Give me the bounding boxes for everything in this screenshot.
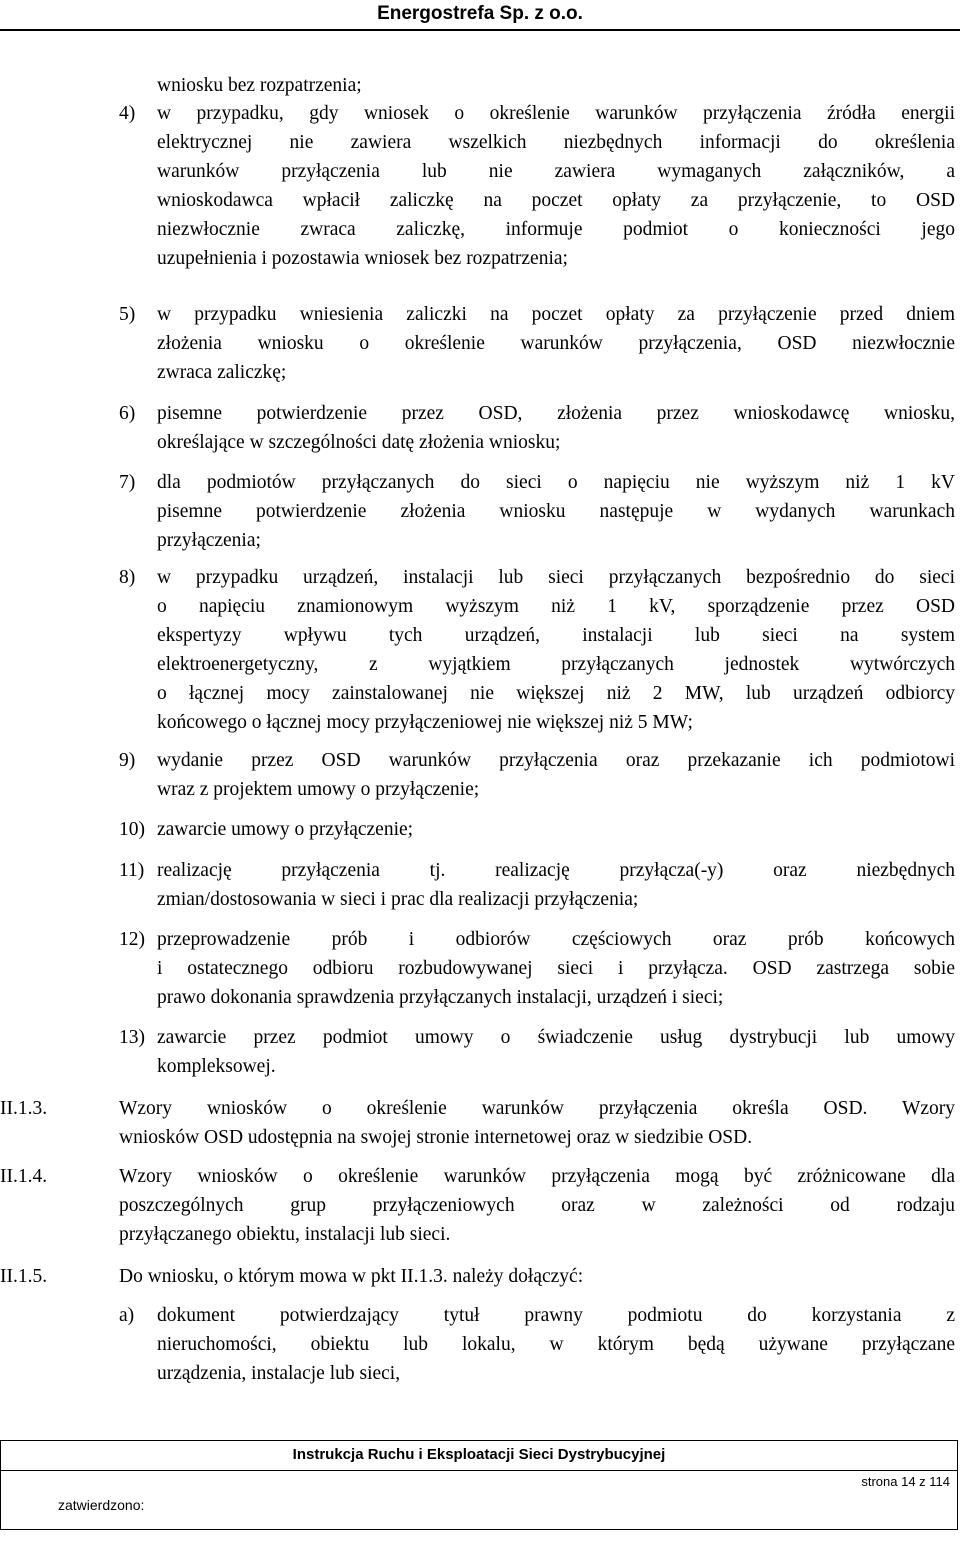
list-item-line: kompleksowej. [157, 1056, 276, 1077]
sub-item-line: dokument potwierdzający tytuł prawny podmiotu do korzystania z [157, 1305, 955, 1326]
section-line: Do wniosku, o którym mowa w pkt II.1.3. należy dołączyć: [119, 1266, 584, 1287]
list-item-line: dla podmiotów przyłączanych do sieci o napięciu nie wyższym niż 1 kV [157, 472, 955, 493]
list-item-line: zawarcie przez podmiot umowy o świadczenie usług dystrybucji lub umowy [157, 1027, 955, 1048]
list-item-line: w przypadku urządzeń, instalacji lub sieci przyłączanych bezpośrednio do sieci [157, 567, 955, 588]
section-line: przyłączanego obiektu, instalacji lub sieci. [119, 1224, 451, 1245]
list-item-line: niezwłocznie zwraca zaliczkę, informuje podmiot o konieczności jego [157, 219, 955, 240]
list-item-line: złożenia wniosku o określenie warunków przyłączenia, OSD niezwłocznie [157, 333, 955, 354]
page-footer [0, 1440, 960, 1540]
list-item-line: wraz z projektem umowy o przyłączenie; [157, 779, 480, 800]
section-number: II.1.3. [0, 1098, 48, 1119]
list-item-line: wnioskodawca wpłacił zaliczkę na poczet opłaty za przyłączenie, to OSD [157, 190, 955, 211]
list-item-number: 5) [119, 304, 136, 325]
list-item-line: elektroenergetyczny, z wyjątkiem przyłączanych jednostek wytwórczych [157, 654, 955, 675]
list-item-line: elektrycznej nie zawiera wszelkich niezbędnych informacji do określenia [157, 132, 955, 153]
company-name: Energostrefa Sp. z o.o. [377, 3, 583, 24]
list-item-line: określające w szczególności datę złożenia wniosku; [157, 432, 561, 453]
sub-item-line: urządzenia, instalacje lub sieci, [157, 1363, 401, 1384]
list-item-line: warunków przyłączenia lub nie zawiera wymaganych załączników, a [157, 161, 955, 182]
list-item-number: 8) [119, 567, 136, 588]
list-item-number: 13) [119, 1027, 145, 1048]
sub-item-number: a) [119, 1305, 135, 1326]
header-rule [0, 29, 960, 31]
list-item-line: o łącznej mocy zainstalowanej nie większej niż 2 MW, lub urządzeń odbiorcy [157, 683, 955, 704]
list-item-number: 6) [119, 403, 136, 424]
list-item-line: pisemne potwierdzenie przez OSD, złożenia przez wnioskodawcę wniosku, [157, 403, 955, 424]
list-item-line: uzupełnienia i pozostawia wniosek bez rozpatrzenia; [157, 248, 568, 269]
page-header [0, 0, 960, 34]
list-item-line: zmian/dostosowania w sieci i prac dla realizacji przyłączenia; [157, 889, 639, 910]
footer-divider [0, 1470, 958, 1471]
list-item-number: 9) [119, 750, 136, 771]
list-item-line: zawarcie umowy o przyłączenie; [157, 819, 414, 840]
intro-line: wniosku bez rozpatrzenia; [157, 75, 362, 96]
section-line: wniosków OSD udostępnia na swojej stronie internetowej oraz w siedzibie OSD. [119, 1127, 753, 1148]
list-item-line: realizację przyłączenia tj. realizację przyłącza(-y) oraz niezbędnych [157, 860, 955, 881]
list-item-line: końcowego o łącznej mocy przyłączeniowej nie większej niż 5 MW; [157, 712, 693, 733]
list-item-line: przyłączenia; [157, 530, 261, 551]
list-item-number: 4) [119, 103, 136, 124]
list-item-line: przeprowadzenie prób i odbiorów częściowych oraz prób końcowych [157, 929, 955, 950]
list-item-number: 7) [119, 472, 136, 493]
list-item-number: 10) [119, 819, 145, 840]
list-item-line: w przypadku, gdy wniosek o określenie warunków przyłączenia źródła energii [157, 103, 955, 124]
approved-label: zatwierdzono: [58, 1497, 145, 1513]
section-line: poszczególnych grup przyłączeniowych oraz w zależności od rodzaju [119, 1195, 955, 1216]
section-number: II.1.4. [0, 1166, 48, 1187]
list-item-number: 11) [119, 860, 145, 881]
list-item-line: o napięciu znamionowym wyższym niż 1 kV, sporządzenie przez OSD [157, 596, 955, 617]
list-item-line: i ostatecznego odbioru rozbudowywanej sieci i przyłącza. OSD zastrzega sobie [157, 958, 955, 979]
list-item-line: ekspertyzy wpływu tych urządzeń, instalacji lub sieci na system [157, 625, 955, 646]
list-item-line: prawo dokonania sprawdzenia przyłączanych instalacji, urządzeń i sieci; [157, 987, 724, 1008]
list-item-line: zwraca zaliczkę; [157, 362, 287, 383]
section-number: II.1.5. [0, 1266, 48, 1287]
list-item-line: w przypadku wniesienia zaliczki na poczet opłaty za przyłączenie przed dniem [157, 304, 955, 325]
list-item-number: 12) [119, 929, 145, 950]
sub-item-line: nieruchomości, obiektu lub lokalu, w którym będą używane przyłączane [157, 1334, 955, 1355]
footer-document-title: Instrukcja Ruchu i Eksploatacji Sieci Dystrybucyjnej [292, 1446, 666, 1463]
section-line: Wzory wniosków o określenie warunków przyłączenia określa OSD. Wzory [119, 1098, 955, 1119]
page-number: strona 14 z 114 [861, 1474, 950, 1489]
list-item-line: pisemne potwierdzenie złożenia wniosku następuje w wydanych warunkach [157, 501, 955, 522]
section-line: Wzory wniosków o określenie warunków przyłączenia mogą być zróżnicowane dla [119, 1166, 955, 1187]
list-item-line: wydanie przez OSD warunków przyłączenia oraz przekazanie ich podmiotowi [157, 750, 955, 771]
